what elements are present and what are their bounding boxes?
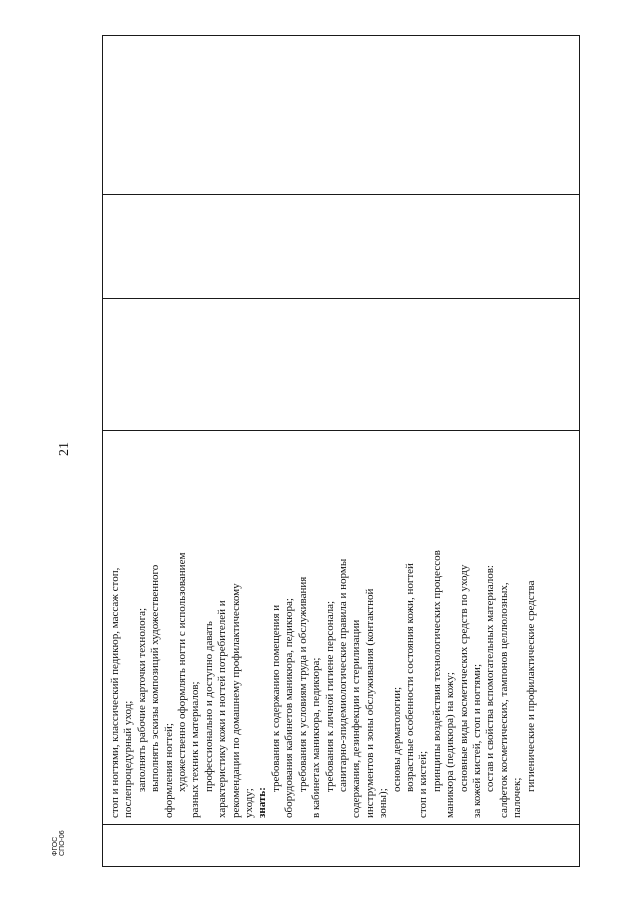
content-line: разных техник и материалов;	[189, 681, 202, 818]
table-cell-index	[103, 825, 580, 867]
content-line: принципы воздействия технологических процессов	[430, 550, 443, 792]
content-line: выполнять эскизы композиций художественного	[149, 564, 162, 792]
competency-table	[102, 35, 580, 867]
content-line: палочек;	[511, 777, 524, 818]
content-lines	[103, 431, 538, 824]
content-line: профессионально и доступно давать	[202, 621, 215, 792]
content-line: содержания, дезинфекции и стерилизации	[350, 619, 363, 818]
content-line: салфеток косметических, тампонов целлюлозных,	[497, 582, 510, 818]
table-row	[103, 36, 580, 867]
rotated-page-content	[102, 36, 580, 867]
table-cell-content	[103, 431, 580, 825]
content-line: знать:	[256, 787, 269, 818]
content-line: требования к условиям труда и обслуживания	[296, 576, 309, 792]
content-line: инструментов и зоны обслуживания (контактной	[363, 588, 376, 818]
content-line: оборудования кабинетов маникюра, педикюра;	[283, 598, 296, 818]
content-line: возрастные особенности состояния кожи, ногтей	[403, 563, 416, 792]
table-cell-empty-3	[103, 299, 580, 431]
content-line: маникюра (педикюра) на кожу;	[444, 672, 457, 818]
content-line: рекомендации по домашнему профилактическому	[229, 583, 242, 818]
table-cell-empty-4	[103, 195, 580, 299]
content-line: основные виды косметических средств по уходу	[457, 564, 470, 792]
content-line: состав и свойства вспомогательных материалов:	[484, 565, 497, 792]
content-line: характеристику кожи и ногтей потребителей и	[216, 600, 229, 818]
content-line: оформления ногтей;	[162, 723, 175, 818]
table-cell-empty-5	[103, 36, 580, 195]
content-line: за кожей кистей, стоп и ногтями;	[470, 664, 483, 818]
content-line: требования к содержанию помещения и	[269, 604, 282, 792]
content-line: в кабинетах маникюра, педикюра;	[310, 657, 323, 818]
content-line: стоп и ногтями, классический педикюр, массаж стоп,	[109, 567, 121, 818]
content-line: зоны);	[377, 788, 390, 818]
content-line: уходу;	[243, 788, 256, 818]
content-line: требования к личной гигиене персонала;	[323, 600, 336, 792]
content-line: послепроцедурный уход;	[122, 700, 135, 818]
content-line: санитарно-эпидемиологические правила и нормы	[336, 558, 349, 792]
content-line: гигиенические и профилактические средства	[524, 580, 537, 792]
content-line: основы дерматологии;	[390, 686, 403, 792]
content-line: художественно оформлять ногти с использованием	[176, 552, 189, 792]
page-number: 21	[57, 442, 72, 456]
content-line: заполнять рабочие карточки технолога;	[135, 607, 148, 792]
content-line: стоп и кистей;	[417, 750, 430, 818]
footer-mark: ФГОС СПО-06	[52, 830, 66, 856]
